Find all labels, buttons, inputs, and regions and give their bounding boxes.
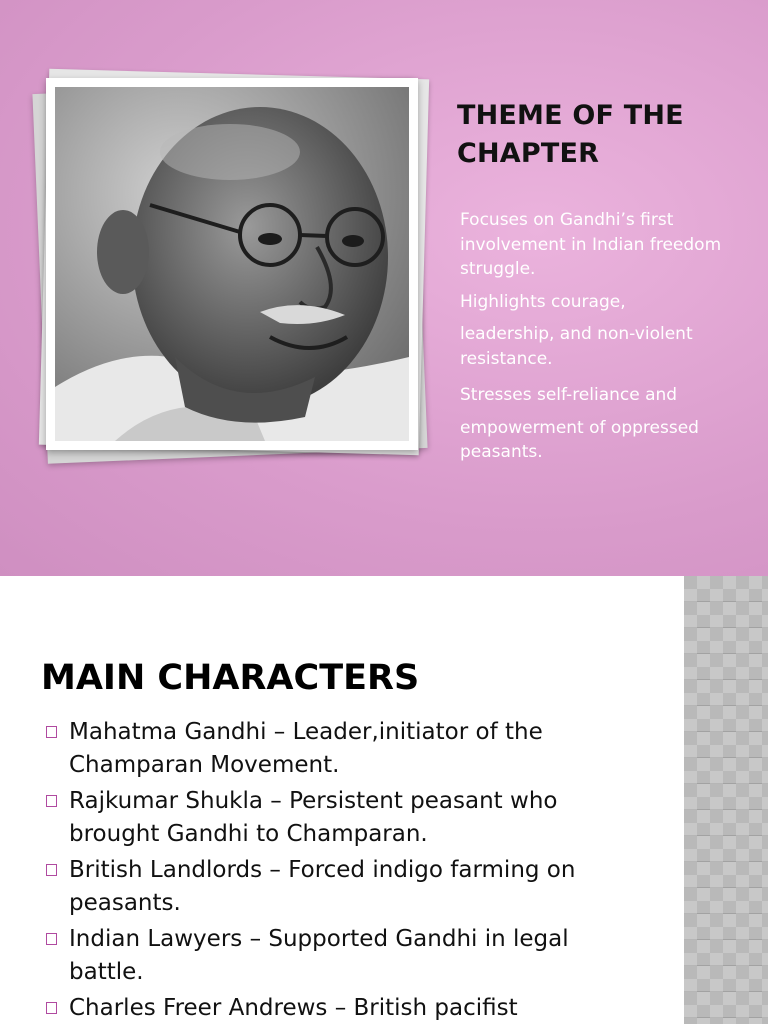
square-bullet-icon bbox=[46, 933, 57, 945]
slide-main-characters bbox=[0, 576, 768, 1024]
square-bullet-icon bbox=[46, 864, 57, 876]
square-bullet-icon bbox=[46, 795, 57, 807]
square-bullet-icon bbox=[46, 1002, 57, 1014]
theme-bullets bbox=[460, 208, 760, 465]
theme-bullet: Stresses self-reliance and bbox=[460, 385, 678, 405]
theme-bullet: Highlights courage, bbox=[460, 291, 626, 312]
characters-title: MAIN CHARACTERS bbox=[41, 658, 420, 698]
character-text: Mahatma Gandhi – Leader,initiator of the Champaran Movement. bbox=[69, 719, 543, 778]
gandhi-portrait-image bbox=[55, 87, 409, 441]
list-item bbox=[46, 992, 636, 1024]
character-text: Charles Freer Andrews – British pacifist bbox=[69, 995, 518, 1021]
list-item bbox=[46, 923, 636, 989]
character-text: Rajkumar Shukla – Persistent peasant who brought Gandhi to Champaran. bbox=[69, 788, 558, 847]
theme-bullet: Focuses on Gandhi’s first involvement in Indian freedom struggle. bbox=[460, 210, 722, 279]
character-text: Indian Lawyers – Supported Gandhi in legal battle. bbox=[69, 926, 569, 985]
photo-frame bbox=[46, 78, 418, 450]
square-bullet-icon bbox=[46, 726, 57, 738]
theme-bullet: leadership, and non-violent resistance. bbox=[460, 324, 693, 369]
list-item bbox=[46, 785, 636, 851]
decorative-pattern-strip bbox=[684, 576, 768, 1024]
list-item bbox=[46, 854, 636, 920]
list-item bbox=[46, 716, 636, 782]
photo-stack bbox=[30, 66, 440, 466]
characters-list bbox=[46, 716, 636, 1024]
theme-bullet: empowerment of oppressed peasants. bbox=[460, 417, 699, 462]
character-text: British Landlords – Forced indigo farming on peasants. bbox=[69, 857, 576, 916]
theme-title: THEME OF THE CHAPTER bbox=[457, 100, 684, 169]
